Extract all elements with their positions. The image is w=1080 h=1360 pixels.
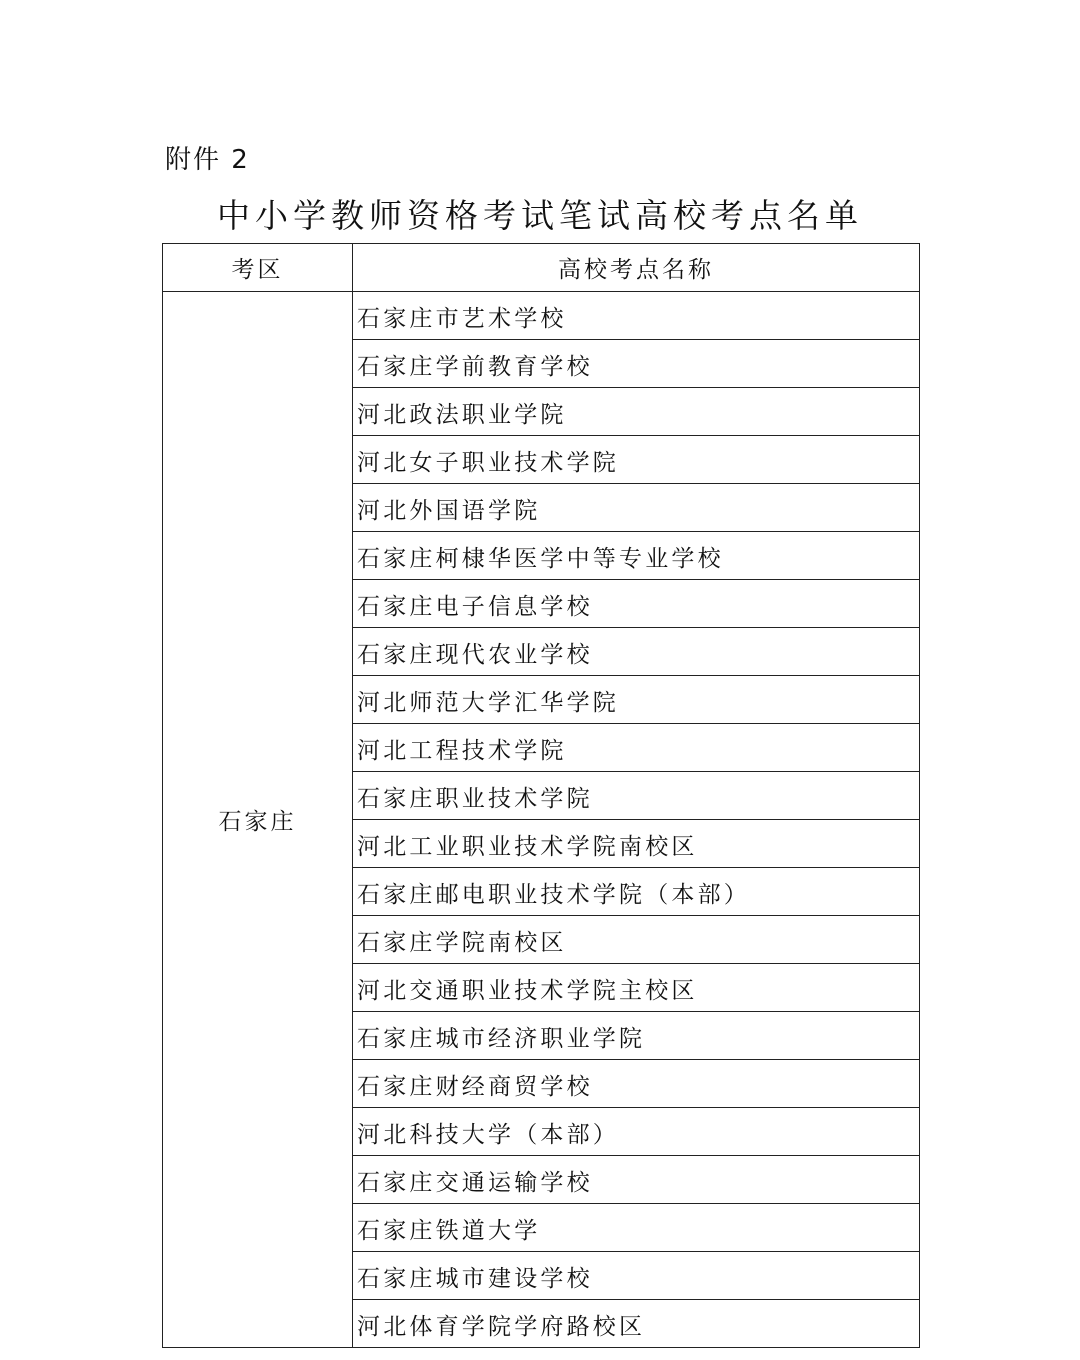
school-name-cell: 石家庄电子信息学校 (353, 580, 920, 628)
school-name-cell: 石家庄柯棣华医学中等专业学校 (353, 532, 920, 580)
school-name-cell: 河北科技大学（本部） (353, 1108, 920, 1156)
document-title: 中小学教师资格考试笔试高校考点名单 (217, 196, 863, 235)
exam-site-table (162, 243, 920, 1348)
header-district: 考区 (163, 244, 353, 292)
school-name-cell: 石家庄学前教育学校 (353, 340, 920, 388)
school-name-cell: 石家庄现代农业学校 (353, 628, 920, 676)
table-body (163, 292, 920, 1348)
school-name-cell: 石家庄职业技术学院 (353, 772, 920, 820)
district-cell: 石家庄 (163, 292, 353, 1348)
school-name-cell: 河北外国语学院 (353, 484, 920, 532)
school-name-cell: 石家庄学院南校区 (353, 916, 920, 964)
school-name-cell: 石家庄市艺术学校 (353, 292, 920, 340)
school-name-cell: 石家庄交通运输学校 (353, 1156, 920, 1204)
attachment-label: 附件 2 (165, 145, 250, 175)
school-name-cell: 河北体育学院学府路校区 (353, 1300, 920, 1348)
header-site-name: 高校考点名称 (353, 244, 920, 292)
table-header-row (163, 244, 920, 292)
school-name-cell: 河北交通职业技术学院主校区 (353, 964, 920, 1012)
school-name-cell: 石家庄城市建设学校 (353, 1252, 920, 1300)
school-name-cell: 河北工程技术学院 (353, 724, 920, 772)
school-name-cell: 石家庄铁道大学 (353, 1204, 920, 1252)
school-name-cell: 河北政法职业学院 (353, 388, 920, 436)
school-name-cell: 石家庄邮电职业技术学院（本部） (353, 868, 920, 916)
table-row (163, 292, 920, 340)
school-name-cell: 河北师范大学汇华学院 (353, 676, 920, 724)
school-name-cell: 石家庄城市经济职业学院 (353, 1012, 920, 1060)
school-name-cell: 石家庄财经商贸学校 (353, 1060, 920, 1108)
school-name-cell: 河北女子职业技术学院 (353, 436, 920, 484)
school-name-cell: 河北工业职业技术学院南校区 (353, 820, 920, 868)
